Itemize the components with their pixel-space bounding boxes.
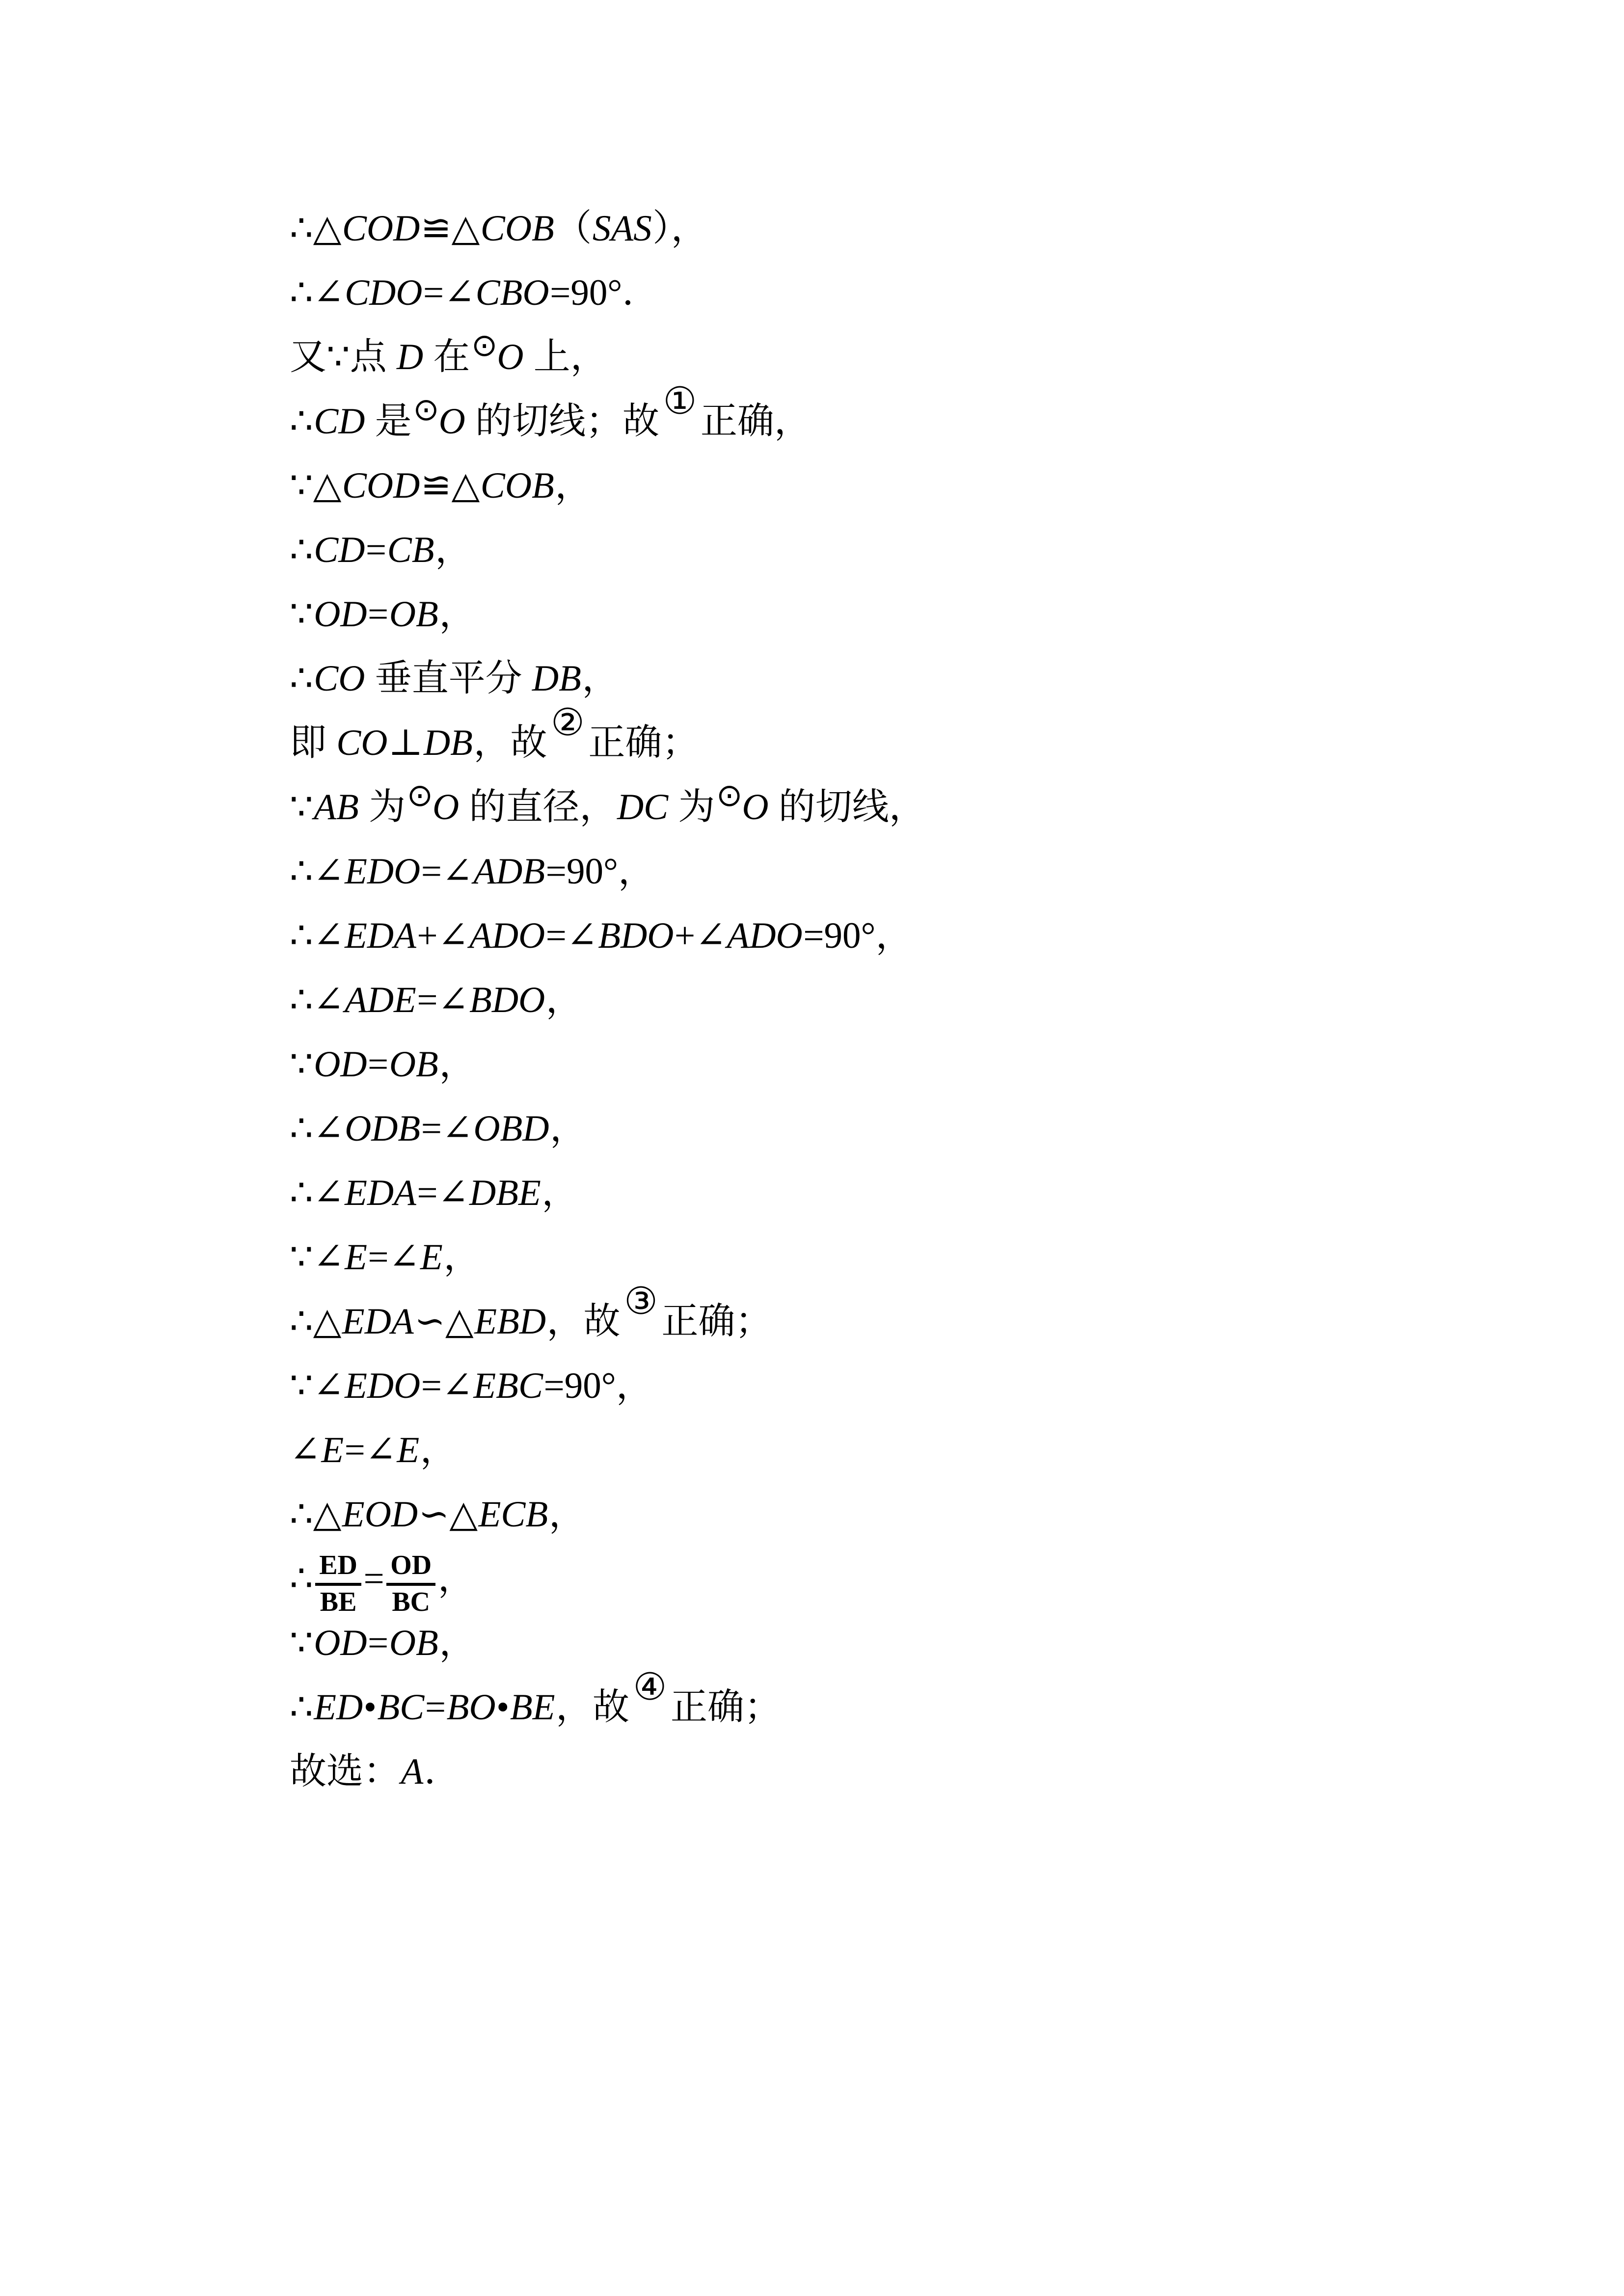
proof-line-22 [290,1547,926,1618]
math-variable: DB [424,722,473,763]
math-variable: CDO [345,272,423,313]
text-run: = [363,1558,384,1599]
text-run: ∴ [290,1558,313,1599]
proof-line-6 [290,518,926,582]
math-variable: E [321,1430,344,1470]
text-run: = [368,1044,389,1085]
math-variable: DC [617,787,669,828]
math-variable: OB [389,1623,438,1663]
text-run: ， [420,1430,457,1470]
text-run: ∴∠ [290,272,344,313]
text-run: 的直径， [460,787,617,828]
math-variable: OD [314,1044,367,1085]
text-run: ∴∠ [290,1173,344,1213]
math-variable: E [420,1237,443,1278]
text-run: 为 [359,787,406,828]
circle-dot-icon: ⊙ [406,777,433,814]
proof-line-21 [290,1482,926,1547]
math-variable: CO [314,658,365,699]
text-run: 正确， [700,401,811,442]
text-run: ∴ [290,658,313,699]
math-variable: COB [480,208,554,249]
math-variable: OBD [473,1108,549,1149]
proof-line-17 [290,1225,926,1289]
math-variable: AB [314,787,359,828]
text-run: ∽△ [414,1301,474,1342]
math-variable: COB [480,465,554,506]
math-variable: EDA [342,1301,414,1342]
text-run: ，故 [473,722,547,763]
math-variable: BO [446,1687,496,1728]
text-run: ∴△ [290,208,342,249]
text-run: = [365,530,387,570]
fraction-numerator: ED [315,1551,361,1586]
text-run: ∴∠ [290,851,344,892]
text-run: =∠ [421,1108,473,1149]
proof-line-11 [290,839,926,904]
text-run: ∵ [290,1623,313,1663]
proof-line-7 [290,582,926,646]
proof-line-5 [290,454,926,518]
math-variable: CD [314,401,365,442]
circled-number: ④ [633,1665,667,1709]
text-run: 即 [290,722,336,763]
text-run: ， [439,1623,476,1663]
math-variable: ADE [345,980,416,1020]
math-variable: OD [314,594,367,635]
text-run: ，故 [556,1687,630,1728]
math-variable: EDO [345,851,421,892]
math-variable: CO [336,722,388,763]
math-variable: ODB [345,1108,421,1149]
text-run: =∠ [421,1365,473,1406]
math-variable: DB [532,658,581,699]
math-variable: COD [342,208,420,249]
circle-dot-icon: ⊙ [471,327,498,364]
fraction [315,1551,361,1617]
text-run: ， [435,530,472,570]
text-run: ． [424,1751,461,1792]
text-run: ， [548,1494,586,1535]
proof-line-14 [290,1032,926,1096]
text-run: =90°， [803,915,913,956]
proof-line-3 [290,325,926,389]
math-variable: EBD [474,1301,546,1342]
text-run: +∠ [674,915,727,956]
text-run: ∵∠ [290,1365,344,1406]
fraction-denominator: BE [320,1587,357,1618]
text-run: 故选： [290,1751,401,1792]
text-run: = [425,1687,446,1728]
text-run: ， [541,1173,579,1213]
text-run: ∴∠ [290,1108,344,1149]
math-variable: ECB [478,1494,548,1535]
proof-line-12 [290,904,926,968]
text-run: 又∵点 [290,337,396,377]
fraction-numerator: OD [386,1551,435,1586]
text-run: • [496,1687,510,1728]
text-run: = [368,594,389,635]
text-run: =∠ [545,915,597,956]
text-run: =∠ [368,1237,420,1278]
math-variable: EDA [345,915,416,956]
text-run: ∵△ [290,465,342,506]
math-variable: O [433,787,460,828]
text-run: ， [582,658,619,699]
math-variable: COD [342,465,420,506]
proof-line-8 [290,646,926,711]
math-variable: BDO [469,980,545,1020]
math-variable: O [742,787,769,828]
text-run: ， [545,980,583,1020]
proof-body [290,196,926,1804]
math-variable: O [438,401,465,442]
math-variable: CBO [475,272,549,313]
circled-number: ① [663,379,697,424]
math-variable: EDO [345,1365,421,1406]
proof-line-25 [290,1739,926,1804]
math-variable: OB [389,594,438,635]
math-variable: BE [510,1687,555,1728]
text-run: ∴∠ [290,980,344,1020]
text-run: =∠ [417,980,469,1020]
text-run: =90°． [550,272,659,313]
math-variable: OD [314,1623,367,1663]
text-run: ， [439,594,476,635]
math-variable: ADB [473,851,545,892]
circled-number: ② [551,701,585,745]
math-variable: EOD [342,1494,418,1535]
proof-line-18 [290,1280,926,1354]
text-run: =∠ [344,1430,396,1470]
text-run: ∵∠ [290,1237,344,1278]
proof-line-19 [290,1354,926,1418]
math-variable: BDO [598,915,674,956]
text-run: ⊥ [388,722,423,763]
proof-line-9 [290,701,926,775]
text-run: 在 [424,337,470,377]
text-run: ∠ [290,1430,321,1470]
math-variable: E [345,1237,367,1278]
text-run: 垂直平分 [365,658,532,699]
proof-line-24 [290,1665,926,1739]
proof-line-16 [290,1161,926,1225]
text-run: 的切线， [769,787,926,828]
text-run: =90°， [545,851,655,892]
math-variable: EDA [345,1173,416,1213]
fraction-denominator: BC [392,1587,431,1618]
text-run: 正确； [661,1301,772,1342]
fraction [386,1551,435,1617]
proof-line-2 [290,261,926,325]
math-variable: ADO [727,915,803,956]
text-run: 的切线；故 [466,401,660,442]
proof-line-20 [290,1418,926,1482]
text-run: 正确； [588,722,699,763]
text-run: ，故 [546,1301,621,1342]
math-variable: DBE [469,1173,541,1213]
math-variable: E [397,1430,420,1470]
text-run: +∠ [417,915,469,956]
text-run: • [363,1687,377,1728]
math-variable: EBC [473,1365,543,1406]
math-variable: CD [314,530,365,570]
text-run: （ [555,208,592,249]
text-run: =∠ [423,272,475,313]
proof-line-4 [290,379,926,454]
text-run: ， [439,1044,476,1085]
circled-number: ③ [624,1280,658,1324]
math-variable: O [497,337,524,377]
text-run: ∵ [290,1044,313,1085]
text-run: = [368,1623,389,1663]
proof-line-10 [290,775,926,839]
text-run: ≌△ [420,465,480,506]
math-variable: BC [377,1687,425,1728]
text-run: 上， [524,337,607,377]
text-run: 正确； [670,1687,781,1728]
text-run: ∴△ [290,1494,342,1535]
text-run: ∴ [290,530,313,570]
text-run: ∴ [290,401,313,442]
text-run: ∴ [290,1687,313,1728]
proof-line-13 [290,968,926,1032]
text-run: 是 [365,401,412,442]
text-run: ∵ [290,787,313,828]
text-run: ∴∠ [290,915,344,956]
text-run: =90°， [543,1365,653,1406]
math-variable: CB [387,530,434,570]
math-variable: ED [314,1687,363,1728]
text-run: =∠ [417,1173,469,1213]
proof-line-15 [290,1096,926,1161]
text-run: ≌△ [420,208,480,249]
text-run: ∵ [290,594,313,635]
proof-line-1 [290,196,926,261]
text-run: ∴△ [290,1301,342,1342]
proof-line-23 [290,1611,926,1675]
math-variable: SAS [592,208,652,249]
text-run: ∽△ [418,1494,478,1535]
text-run: ， [555,465,592,506]
text-run: ， [549,1108,587,1149]
text-run: ， [443,1237,481,1278]
math-variable: ADO [469,915,545,956]
text-run: ， [437,1558,475,1599]
text-run: 为 [669,787,715,828]
text-run: =∠ [421,851,473,892]
math-variable: OB [389,1044,438,1085]
math-variable: D [396,337,424,377]
text-run: ）， [652,208,708,249]
math-variable: A [401,1751,424,1792]
circle-dot-icon: ⊙ [413,392,439,428]
circle-dot-icon: ⊙ [716,777,743,814]
